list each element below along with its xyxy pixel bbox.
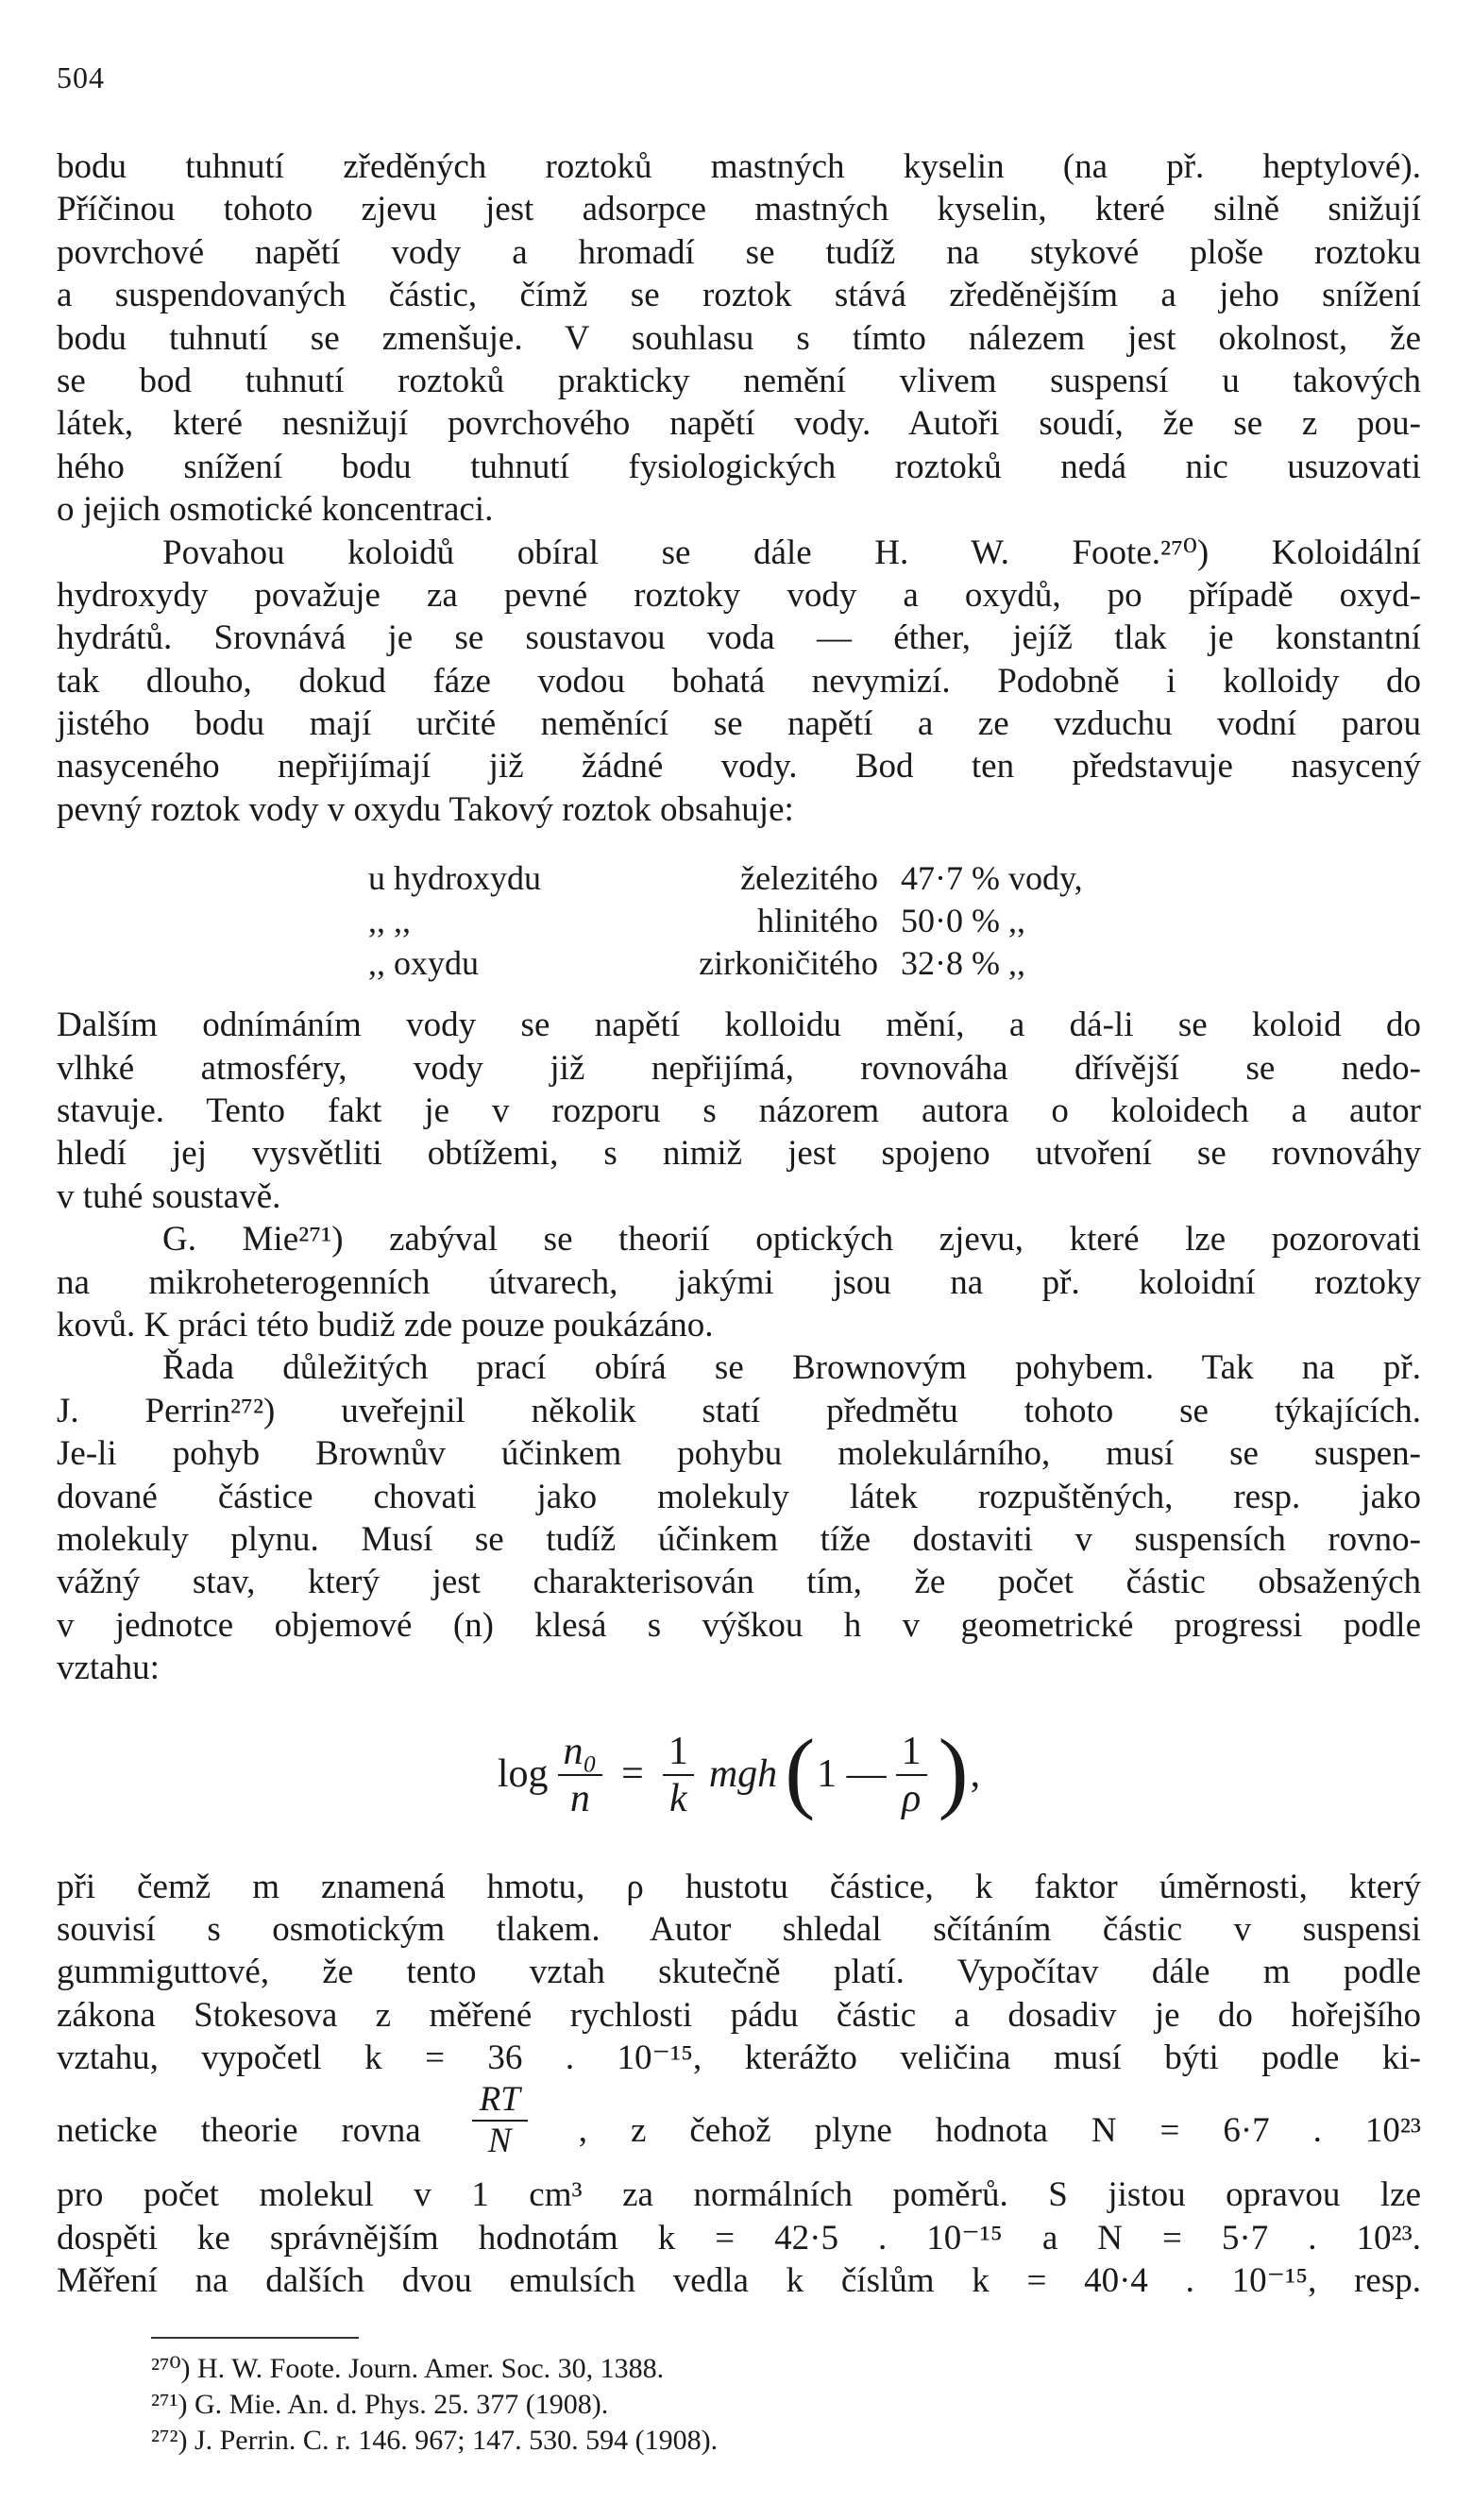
table-cell: 32·8 % ,, <box>901 944 1025 983</box>
text-line: Povahou koloidů obíral se dále H. W. Foote.²⁷⁰) Koloidální <box>162 533 1421 572</box>
text-line: gummiguttové, že tento vztah skutečně platí. Vypočítav dále m podle <box>57 1953 1421 1992</box>
formula-numerator: RT <box>472 2080 528 2122</box>
text-line: hého snížení bodu tuhnutí fysiologických roztoků nedá nic usuzovati <box>57 447 1421 486</box>
text-line: G. Mie²⁷¹) zabýval se theorií optických zjevu, které lze pozorovati <box>162 1220 1421 1260</box>
text-line: a suspendovaných částic, čímž se roztok stává zředěnějším a jeho snížení <box>57 276 1421 315</box>
text-line: dospěti ke správnějším hodnotám k = 42·5 . 10⁻¹⁵ a N = 5·7 . 10²³. <box>57 2218 1421 2258</box>
main-text <box>57 145 1421 2303</box>
formula-paren-open: ( <box>785 1719 816 1821</box>
formula-numerator: 1 <box>663 1729 694 1776</box>
paragraph-6 <box>57 1866 1421 2303</box>
text-line: Měření na dalších dvou emulsích vedla k číslům k = 40·4 . 10⁻¹⁵, resp. <box>57 2261 1421 2301</box>
formula-numerator: 1 <box>896 1729 927 1776</box>
text-line: zákona Stokesova z měřené rychlosti pádu částic a dosadiv je do hořejšího <box>57 1995 1421 2035</box>
formula-fraction-k <box>663 1729 694 1821</box>
formula-denominator: n <box>569 1776 590 1820</box>
formula-mgh: mgh <box>708 1751 778 1796</box>
formula-fraction-n <box>558 1729 603 1821</box>
table-cell: u hydroxydu <box>368 859 541 898</box>
footnote-271: ²⁷¹) G. Mie. An. d. Phys. 25. 377 (1908). <box>151 2389 609 2420</box>
text-line: stavuje. Tento fakt je v rozporu s názorem autora o koloidech a autor <box>57 1091 1421 1131</box>
text-line: vlhké atmosféry, vody již nepřijímá, rovnováha dřívější se nedo- <box>57 1048 1421 1088</box>
text-line: kovů. K práci této budiž zde pouze poukázáno. <box>57 1305 714 1345</box>
text-line: hydroxydy považuje za pevné roztoky vody a oxydů, po případě oxyd- <box>57 575 1421 615</box>
text-line: dované částice chovati jako molekuly látek rozpuštěných, resp. jako <box>57 1477 1421 1516</box>
text-line: bodu tuhnutí se zmenšuje. V souhlasu s tímto nálezem jest okolnost, že <box>57 318 1421 358</box>
paragraph-5 <box>57 1346 1421 1689</box>
paragraph-3 <box>57 1004 1421 1218</box>
text-fragment: , z čehož plyne hodnota N = 6·7 . 10²³ <box>578 2111 1422 2151</box>
text-line: vztahu, vypočetl k = 36 . 10⁻¹⁵, kterážto veličina musí býti podle ki- <box>57 2038 1421 2078</box>
table-cell: ,, ,, <box>368 902 411 940</box>
paragraph-4 <box>57 1218 1421 1346</box>
text-line: v jednotce objemové (n) klesá s výškou h v geometrické progressi podle <box>57 1605 1421 1645</box>
text-line: bodu tuhnutí zředěných roztoků mastných kyselin (na př. heptylové). <box>57 147 1421 186</box>
formula-inner-one: 1 — <box>817 1751 887 1796</box>
text-line: se bod tuhnutí roztoků prakticky nemění vlivem suspensí u takových <box>57 361 1421 400</box>
text-line: Řada důležitých prací obírá se Brownovým pohybem. Tak na př. <box>162 1348 1421 1388</box>
text-fragment: neticke theorie rovna <box>57 2111 421 2151</box>
water-content-table <box>368 857 1421 985</box>
text-line: vztahu: <box>57 1649 160 1688</box>
formula-denominator: k <box>669 1776 687 1820</box>
rt-over-n-fraction <box>472 2080 528 2161</box>
formula-numerator: n₀ <box>558 1729 603 1776</box>
text-line: na mikroheterogenních útvarech, jakými jsou na př. koloidní roztoky <box>57 1262 1421 1302</box>
text-line: v tuhé soustavě. <box>57 1176 281 1216</box>
table-cell: hlinitého <box>757 902 878 940</box>
text-line: Příčinou tohoto zjevu jest adsorpce mastných kyselin, které silně snižují <box>57 190 1421 229</box>
text-line: tak dlouho, dokud fáze vodou bohatá nevymizí. Podobně i kolloidy do <box>57 661 1421 701</box>
text-line: Dalším odnímáním vody se napětí kolloidu mění, a dá-li se koloid do <box>57 1006 1421 1045</box>
table-row <box>368 900 1421 942</box>
text-line: Je-li pohyb Brownův účinkem pohybu molekulárního, musí se suspen- <box>57 1434 1421 1474</box>
formula-log: log <box>497 1751 549 1796</box>
barometric-formula <box>57 1700 1421 1851</box>
text-line: o jejich osmotické koncentraci. <box>57 490 494 530</box>
footnotes <box>151 2351 1095 2459</box>
text-line: nasyceného nepřijímají již žádné vody. Bod ten představuje nasycený <box>57 747 1421 786</box>
table-row <box>368 857 1421 900</box>
text-line: vážný stav, který jest charakterisován tím, že počet částic obsažených <box>57 1563 1421 1602</box>
text-line: pro počet molekul v 1 cm³ za normálních poměrů. S jistou opravou lze <box>57 2175 1421 2215</box>
footnote-divider <box>151 2337 359 2339</box>
table-cell: zirkoničitého <box>699 944 878 983</box>
text-line: hydrátů. Srovnává je se soustavou voda — éther, jejíž tlak je konstantní <box>57 618 1421 658</box>
text-line: látek, které nesnižují povrchového napětí vody. Autoři soudí, že se z pou- <box>57 404 1421 444</box>
formula-fraction-rho <box>896 1729 927 1821</box>
table-cell: železitého <box>740 859 878 898</box>
text-line: při čemž m znamená hmotu, ρ hustotu částice, k faktor úměrnosti, který <box>57 1867 1421 1906</box>
formula-paren-close: ) <box>938 1719 969 1821</box>
text-line: jistého bodu mají určité neměnící se napětí a ze vzduchu vodní parou <box>57 704 1421 744</box>
text-line: povrchové napětí vody a hromadí se tudíž na stykové ploše roztoku <box>57 232 1421 272</box>
paragraph-1 <box>57 145 1421 532</box>
formula-equals: = <box>621 1751 644 1796</box>
text-line: J. Perrin²⁷²) uveřejnil několik statí předmětu tohoto se týkajících. <box>57 1391 1421 1430</box>
kinetic-theory-line <box>57 2079 1421 2173</box>
page-number: 504 <box>57 60 105 94</box>
table-cell: 50·0 % ,, <box>901 902 1025 940</box>
table-cell: 47·7 % vody, <box>901 859 1083 898</box>
text-line: pevný roztok vody v oxydu Takový roztok obsahuje: <box>57 789 794 829</box>
formula-comma: , <box>970 1751 981 1796</box>
text-line: souvisí s osmotickým tlakem. Autor shledal sčítáním částic v suspensi <box>57 1909 1421 1949</box>
formula-denominator: N <box>487 2121 512 2160</box>
text-line: molekuly plynu. Musí se tudíž účinkem tíže dostaviti v suspensích rovno- <box>57 1519 1421 1559</box>
formula-denominator: ρ <box>902 1776 922 1820</box>
text-line: hledí jej vysvětliti obtížemi, s nimiž jest spojeno utvoření se rovnováhy <box>57 1134 1421 1174</box>
footnote-270: ²⁷⁰) H. W. Foote. Journ. Amer. Soc. 30, 1388. <box>151 2353 665 2384</box>
paragraph-2 <box>57 532 1421 832</box>
table-row <box>368 942 1421 985</box>
table-cell: ,, oxydu <box>368 944 479 983</box>
footnote-272: ²⁷²) J. Perrin. C. r. 146. 967; 147. 530. 594 (1908). <box>151 2425 719 2456</box>
